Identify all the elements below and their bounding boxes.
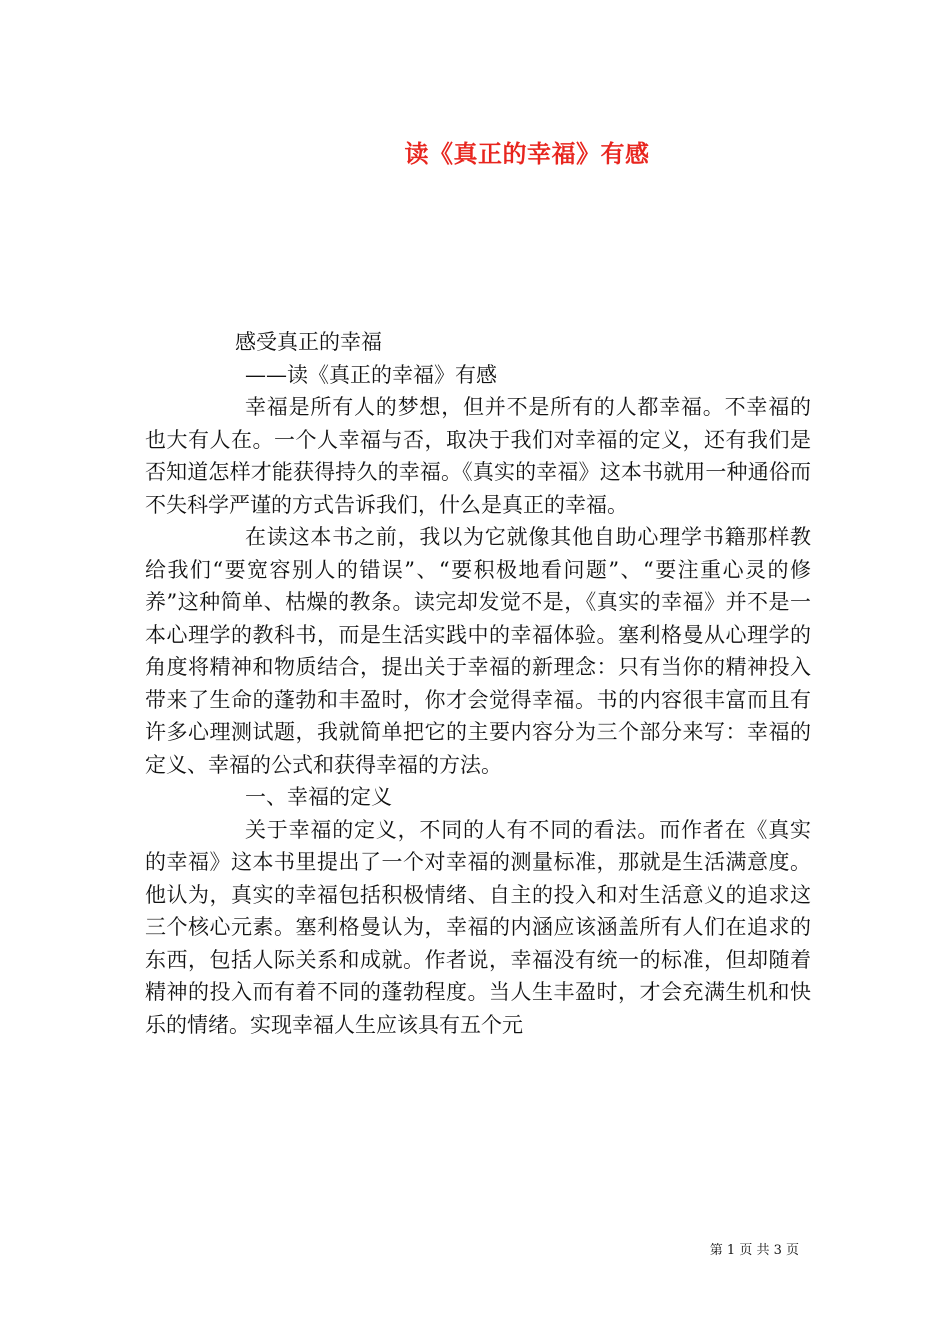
article-subheading: ——读《真正的幸福》有感 [245, 362, 497, 387]
paragraph: 关于幸福的定义，不同的人有不同的看法。而作者在《真实的幸福》这本书里提出了一个对幸福的测量标准，那就是生活满意度。他认为，真实的幸福包括积极情绪、自主的投入和对生活意义的追求这三个核心元素。塞利格曼认为，幸福的内涵应该涵盖所有人们在追求的东西，包括人际关系和成就。作者说，幸福没有统一的标准，但却随着精神的投入而有着不同的蓬勃程度。当人生丰盈时，才会充满生机和快乐的情绪。实现幸福人生应该具有五个元 [145, 817, 811, 1037]
paragraph: 幸福是所有人的梦想，但并不是所有的人都幸福。不幸福的也大有人在。一个人幸福与否，取决于我们对幸福的定义，还有我们是否知道怎样才能获得持久的幸福。《真实的幸福》这本书就用一种通俗而不失科学严谨的方式告诉我们，什么是真正的幸福。 [145, 395, 811, 517]
document-title: 读《真正的幸福》有感 [404, 140, 650, 168]
section-heading: 一、幸福的定义 [245, 785, 392, 809]
document-body [145, 326, 811, 1041]
article-heading: 感受真正的幸福 [235, 330, 382, 354]
paragraph: 在读这本书之前，我以为它就像其他自助心理学书籍那样教给我们“要宽容别人的错误”、“要积极地看问题”、“要注重心灵的修养”这种简单、枯燥的教条。读完却发觉不是，《真实的幸福》并不是一本心理学的教科书，而是生活实践中的幸福体验。塞利格曼从心理学的角度将精神和物质结合，提出关于幸福的新理念：只有当你的精神投入带来了生命的蓬勃和丰盈时，你才会觉得幸福。书的内容很丰富而且有许多心理测试题，我就简单把它的主要内容分为三个部分来写：幸福的定义、幸福的公式和获得幸福的方法。 [145, 525, 811, 777]
page-number: 第 1 页 共 3 页 [709, 1243, 799, 1258]
